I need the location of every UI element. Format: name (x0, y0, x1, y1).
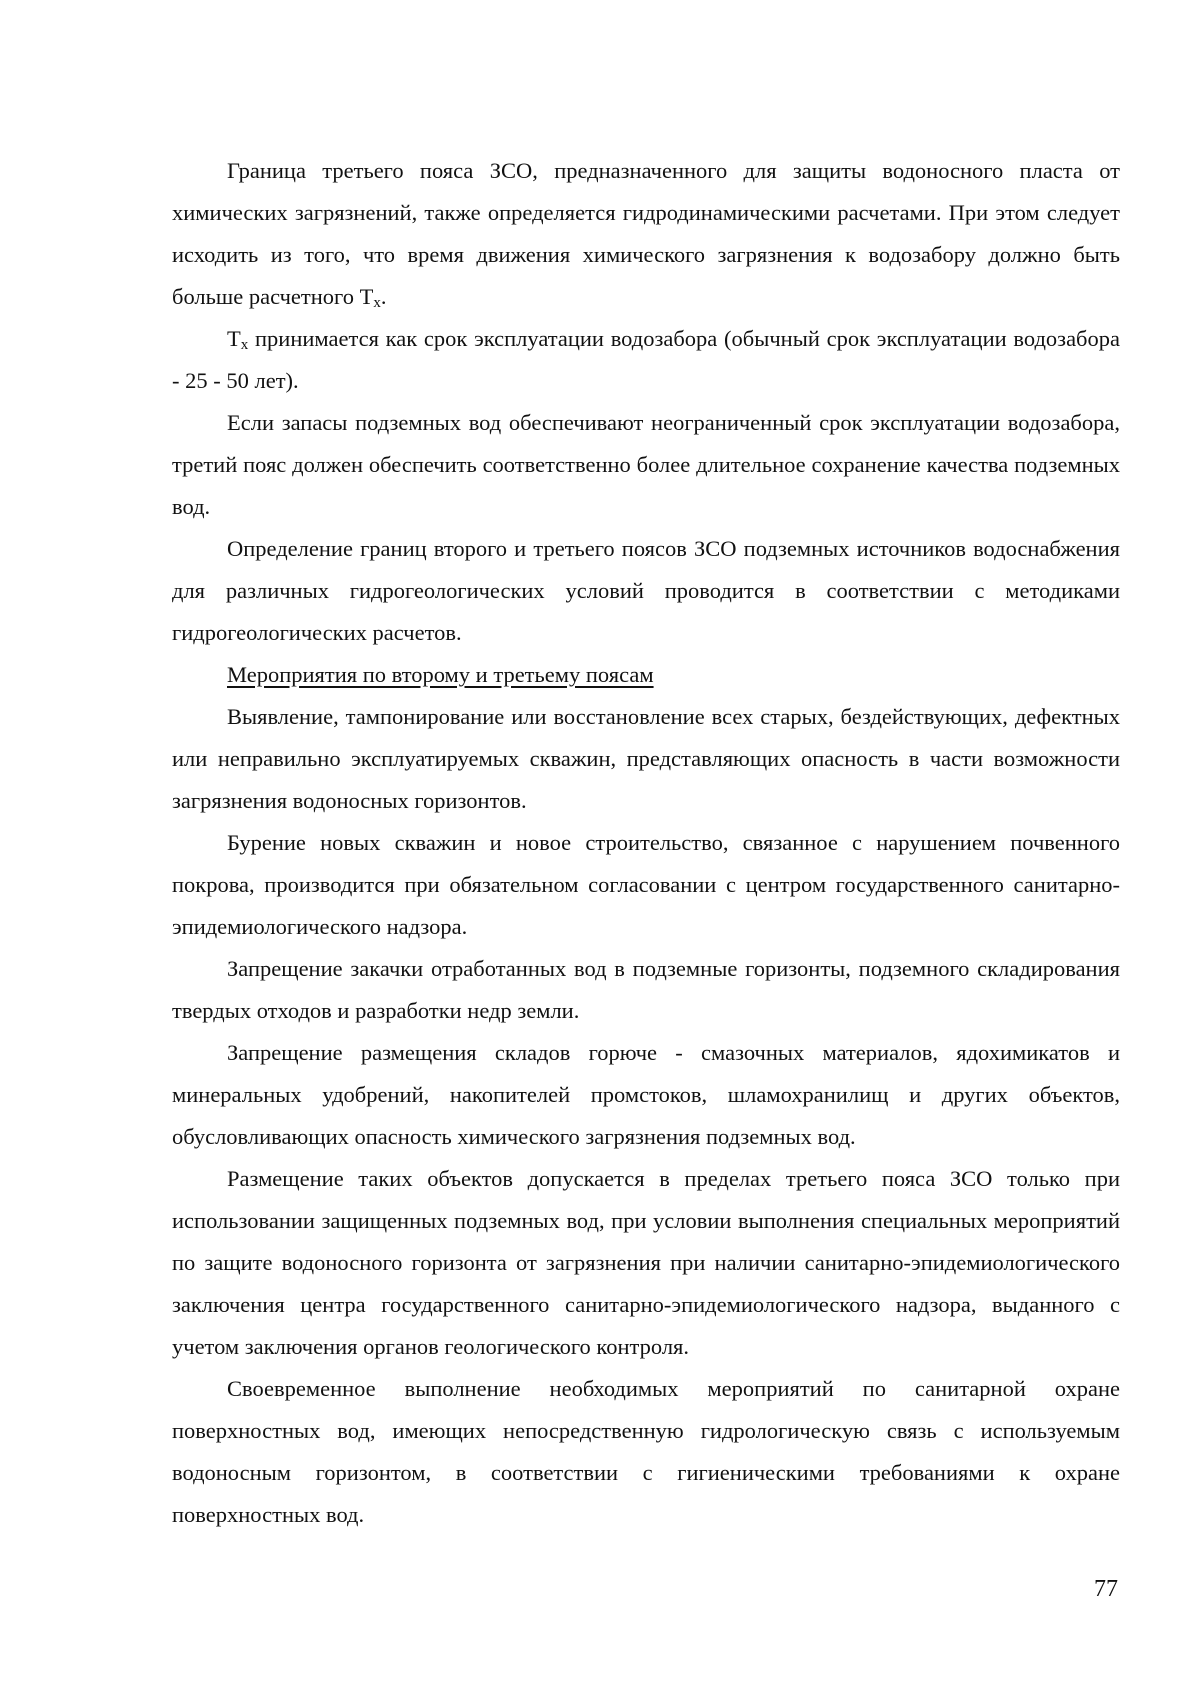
paragraph-tx-definition (172, 318, 1120, 402)
paragraph-text: принимается как срок эксплуатации водозабора (обычный срок эксплуатации водозабора - 25 - 50 лет). (172, 326, 1120, 393)
section-heading-text: Мероприятия по второму и третьему поясам (227, 662, 654, 687)
paragraph-unlimited-reserves: Если запасы подземных вод обеспечивают неограниченный срок эксплуатации водозабора, третий пояс должен обеспечить соответственно более длительное сохранение качества подземных вод. (172, 410, 1120, 519)
paragraph-injection-ban: Запрещение закачки отработанных вод в подземные горизонты, подземного складирования твердых отходов и разработки недр земли. (172, 956, 1120, 1023)
paragraph-text: Граница третьего пояса ЗСО, предназначенного для защиты водоносного пласта от химических загрязнений, также определяется гидродинамическими расчетами. При этом следует исходить из того, что время движения химического загрязнения к водозабору должно быть больше расчетного Т (172, 158, 1120, 309)
paragraph-objects-placement: Размещение таких объектов допускается в пределах третьего пояса ЗСО только при использовании защищенных подземных вод, при условии выполнения специальных мероприятий по защите водоносного горизонта от загрязнения при наличии санитарно-эпидемиологического заключения центра государственного санитарно-эпидемиологического надзора, выданного с учетом заключения органов геологического контроля. (172, 1166, 1120, 1359)
subscript-x: х (240, 337, 249, 353)
page-number: 77 (1094, 1576, 1118, 1602)
paragraph-wells-identification: Выявление, тампонирование или восстановление всех старых, бездействующих, дефектных или неправильно эксплуатируемых скважин, представляющих опасность в части возможности загрязнения водоносных горизонтов. (172, 704, 1120, 813)
symbol-t: Т (227, 326, 241, 351)
section-heading (172, 654, 1120, 696)
paragraph-third-belt-boundary (172, 150, 1120, 318)
paragraph-surface-water-protection: Своевременное выполнение необходимых мероприятий по санитарной охране поверхностных вод, имеющих непосредственную гидрологическую связь с используемым водоносным горизонтом, в соответствии с гигиеническими требованиями к охране поверхностных вод. (172, 1376, 1120, 1527)
paragraph-end: . (380, 284, 387, 309)
subscript-x: х (373, 295, 381, 311)
page-body (172, 150, 1120, 1536)
paragraph-new-wells-drilling: Бурение новых скважин и новое строительство, связанное с нарушением почвенного покрова, производится при обязательном согласовании с центром государственного санитарно-эпидемиологического надзора. (172, 830, 1120, 939)
paragraph-boundary-determination: Определение границ второго и третьего поясов ЗСО подземных источников водоснабжения для различных гидрогеологических условий проводится в соответствии с методиками гидрогеологических расчетов. (172, 536, 1120, 645)
paragraph-storage-ban: Запрещение размещения складов горюче - смазочных материалов, ядохимикатов и минеральных удобрений, накопителей промстоков, шламохранилищ и других объектов, обусловливающих опасность химического загрязнения подземных вод. (172, 1040, 1120, 1149)
